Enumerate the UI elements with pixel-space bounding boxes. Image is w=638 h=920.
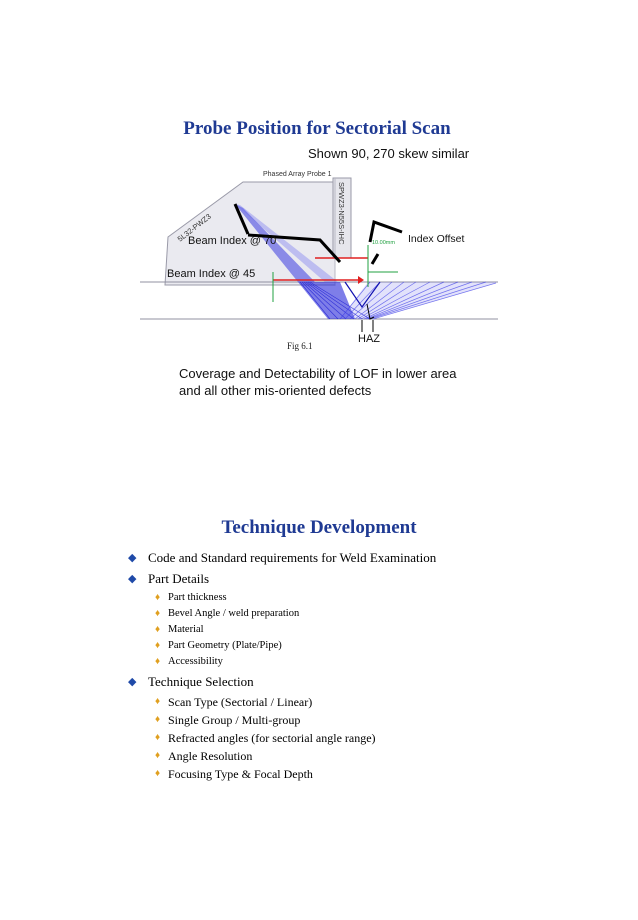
technique-selection-sublist <box>128 693 608 783</box>
diamond-bullet-icon: ♦ <box>155 750 161 761</box>
diamond-bullet-icon: ◆ <box>128 573 137 585</box>
technique-list <box>128 547 608 784</box>
figure-caption: Coverage and Detectability of LOF in lower area and all other mis-oriented defects <box>179 366 457 398</box>
diamond-bullet-icon: ◆ <box>128 676 137 688</box>
index-offset-leader <box>370 222 402 242</box>
sub-list-item: ♦ Bevel Angle / weld preparation <box>128 606 608 622</box>
diamond-bullet-icon: ♦ <box>155 640 161 651</box>
page-title: Probe Position for Sectorial Scan <box>183 118 451 139</box>
diamond-bullet-icon: ♦ <box>155 656 161 667</box>
beam-index-70-label: Beam Index @ 70 <box>188 235 277 247</box>
probe-id: SPWZ3-N55S-IHC <box>337 182 346 245</box>
probe-diagram <box>140 162 500 345</box>
diamond-bullet-icon: ♦ <box>155 768 161 779</box>
dimension-label: 10.00mm <box>372 240 395 246</box>
part-details-sublist <box>128 590 608 670</box>
sub-list-item: ♦ Scan Type (Sectorial / Linear) <box>155 695 313 709</box>
diamond-bullet-icon: ♦ <box>155 714 161 725</box>
list-item: ◆ Technique Selection <box>128 671 608 692</box>
wedge-label: 5L32-PWZ3 <box>175 211 213 244</box>
sub-list-item: ♦ Focusing Type & Focal Depth <box>155 767 313 781</box>
section-title: Technique Development <box>221 517 417 538</box>
diamond-bullet-icon: ♦ <box>155 608 161 619</box>
sub-list-item: ♦ Accessibility <box>128 654 608 670</box>
figure-label: Fig 6.1 <box>287 341 313 351</box>
diamond-bullet-icon: ◆ <box>128 552 137 564</box>
sub-list-item: ♦ Part Geometry (Plate/Pipe) <box>128 638 608 654</box>
sub-list-container <box>128 590 608 670</box>
beam-index-45-label: Beam Index @ 45 <box>167 268 256 280</box>
sub-list-item: ♦ Refracted angles (for sectorial angle range) <box>155 731 376 745</box>
sub-list-item: ♦ Angle Resolution <box>155 749 253 763</box>
sub-list-item: ♦ Material <box>128 622 608 638</box>
sub-list-item: ♦ Part thickness <box>128 590 608 606</box>
probe-label: Phased Array Probe 1 <box>263 171 332 178</box>
list-item: ◆ Part Details <box>128 568 608 589</box>
subtitle: Shown 90, 270 skew similar <box>308 146 470 161</box>
diamond-bullet-icon: ♦ <box>155 732 161 743</box>
diamond-bullet-icon: ♦ <box>155 592 161 603</box>
diamond-bullet-icon: ♦ <box>155 696 161 707</box>
list-item: ◆ Code and Standard requirements for Weld Examination <box>128 547 608 568</box>
sub-list-container <box>128 693 608 783</box>
diamond-bullet-icon: ♦ <box>155 624 161 635</box>
sub-list-item: ♦ Single Group / Multi-group <box>155 713 301 727</box>
haz-label: HAZ <box>358 333 380 345</box>
index-offset-label: Index Offset <box>408 233 465 245</box>
